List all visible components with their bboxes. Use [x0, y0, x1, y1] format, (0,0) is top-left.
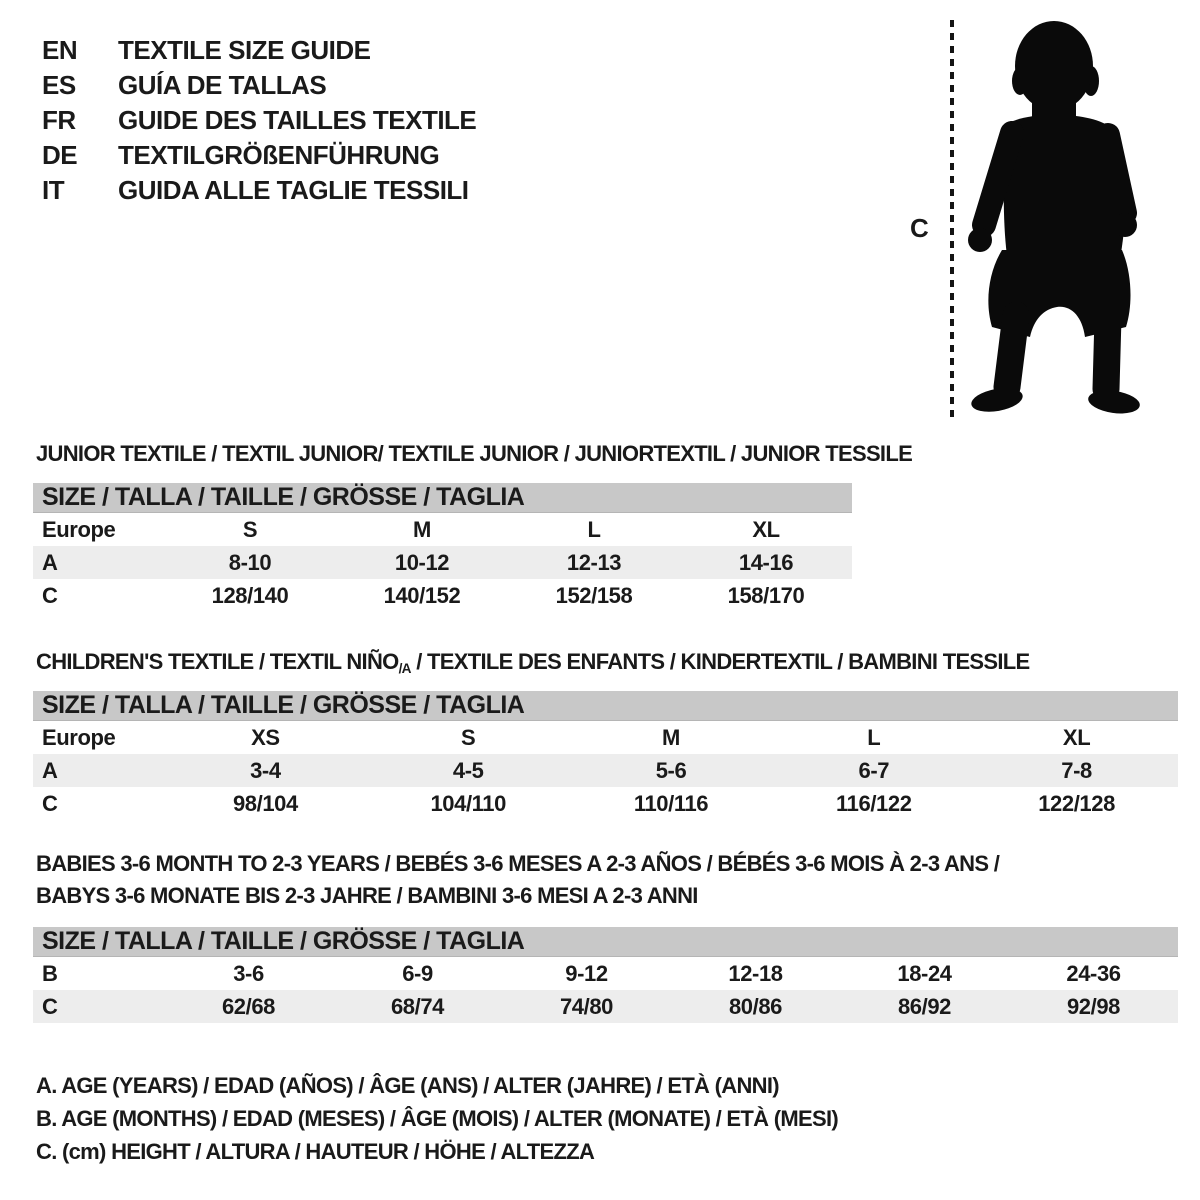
- language-code: EN: [42, 35, 78, 65]
- right-leg: [1106, 317, 1108, 389]
- size-table-header: SIZE / TALLA / TAILLE / GRÖSSE / TAGLIA: [33, 927, 1178, 957]
- size-cell: 12-13: [566, 549, 622, 575]
- row-label: B: [42, 960, 58, 986]
- language-code: DE: [42, 140, 78, 170]
- row-label: A: [42, 549, 58, 575]
- children-title-prefix: CHILDREN'S TEXTILE / TEXTIL NIÑO: [36, 649, 399, 674]
- size-cell: 62/68: [221, 993, 276, 1019]
- size-cell: 14-16: [738, 549, 794, 575]
- row-label: C: [42, 993, 58, 1019]
- legend-line-age-months: B. AGE (MONTHS) / EDAD (MESES) / ÂGE (MOIS) / ALTER (MONATE) / ETÀ (MESI): [36, 1105, 838, 1131]
- size-cell: XL: [752, 516, 780, 542]
- row-label: C: [42, 790, 58, 816]
- size-cell: 128/140: [211, 582, 289, 608]
- size-cell: 140/152: [383, 582, 461, 608]
- language-row: [42, 33, 476, 68]
- size-cell: 152/158: [555, 582, 633, 608]
- size-table-header: SIZE / TALLA / TAILLE / GRÖSSE / TAGLIA: [33, 691, 1178, 721]
- size-cell: XL: [1062, 724, 1091, 750]
- table-row: [33, 513, 852, 546]
- size-cell: 104/110: [430, 790, 506, 816]
- children-section-title: [36, 646, 1030, 685]
- children-title-sub: /A: [398, 660, 411, 676]
- size-cell: S: [242, 516, 258, 542]
- size-cell: 68/74: [390, 993, 445, 1019]
- size-cell: 8-10: [228, 549, 272, 575]
- size-cell: 86/92: [897, 993, 952, 1019]
- language-code: ES: [42, 70, 76, 100]
- table-row: [33, 721, 1178, 754]
- size-cell: 110/116: [633, 790, 709, 816]
- left-hand: [968, 228, 992, 252]
- size-cell: 7-8: [1061, 757, 1092, 783]
- junior-title-text: JUNIOR TEXTILE / TEXTIL JUNIOR/ TEXTILE JUNIOR / JUNIORTEXTIL / JUNIOR TESSILE: [36, 441, 913, 466]
- toddler-silhouette: [940, 15, 1150, 425]
- size-table-header: SIZE / TALLA / TAILLE / GRÖSSE / TAGLIA: [33, 483, 852, 513]
- junior-size-table: [33, 483, 852, 612]
- left-leg: [1007, 315, 1016, 387]
- size-cell: 6-7: [858, 757, 890, 783]
- size-cell: 80/86: [728, 993, 783, 1019]
- language-title: GUIDE DES TAILLES TEXTILE: [118, 105, 477, 135]
- table-row: [33, 957, 1178, 990]
- size-cell: 24-36: [1066, 960, 1121, 986]
- babies-section-title: [36, 848, 999, 912]
- language-title: TEXTILE SIZE GUIDE: [118, 35, 371, 65]
- language-row: [42, 138, 476, 173]
- language-header: [42, 33, 476, 208]
- children-title-suffix: / TEXTILE DES ENFANTS / KINDERTEXTIL / BAMBINI TESSILE: [410, 649, 1030, 674]
- size-cell: 116/122: [836, 790, 912, 816]
- language-title: GUIDA ALLE TAGLIE TESSILI: [118, 175, 469, 205]
- language-title: TEXTILGRÖßENFÜHRUNG: [118, 140, 440, 170]
- legend-line-height: C. (cm) HEIGHT / ALTURA / HAUTEUR / HÖHE / ALTEZZA: [36, 1138, 595, 1164]
- size-cell: 4-5: [452, 757, 484, 783]
- table-row: [33, 787, 1178, 820]
- size-cell: M: [662, 724, 680, 750]
- size-cell: M: [413, 516, 431, 542]
- junior-section-title: [36, 438, 912, 470]
- babies-title-line2: BABYS 3-6 MONATE BIS 2-3 JAHRE / BAMBINI 3-6 MESI A 2-3 ANNI: [36, 883, 698, 908]
- babies-size-table: [33, 927, 1178, 1023]
- size-cell: L: [867, 724, 881, 750]
- size-cell: 92/98: [1066, 993, 1121, 1019]
- language-code: FR: [42, 105, 76, 135]
- right-arm: [1108, 135, 1125, 213]
- table-row: [33, 990, 1178, 1023]
- row-label: Europe: [42, 516, 116, 542]
- row-label: Europe: [42, 724, 116, 750]
- height-measure-label: C: [910, 213, 929, 243]
- legend: [36, 1069, 838, 1168]
- toddler-body: [968, 21, 1141, 417]
- size-cell: XS: [251, 724, 280, 750]
- table-row: [33, 579, 852, 612]
- row-label: A: [42, 757, 58, 783]
- size-cell: 3-6: [233, 960, 264, 986]
- size-cell: L: [587, 516, 601, 542]
- children-size-table: [33, 691, 1178, 820]
- head: [1015, 21, 1093, 111]
- size-cell: 18-24: [897, 960, 952, 986]
- table-row: [33, 546, 852, 579]
- size-cell: 74/80: [559, 993, 614, 1019]
- size-cell: S: [461, 724, 476, 750]
- size-cell: 3-4: [250, 757, 281, 783]
- legend-line-age-years: A. AGE (YEARS) / EDAD (AÑOS) / ÂGE (ANS) / ALTER (JAHRE) / ETÀ (ANNI): [36, 1072, 779, 1098]
- size-cell: 12-18: [728, 960, 783, 986]
- language-row: [42, 173, 476, 208]
- size-cell: 9-12: [565, 960, 608, 986]
- size-cell: 6-9: [402, 960, 433, 986]
- size-cell: 98/104: [232, 790, 298, 816]
- babies-title-line1: BABIES 3-6 MONTH TO 2-3 YEARS / BEBÉS 3-6 MESES A 2-3 AÑOS / BÉBÉS 3-6 MOIS À 2-3 ANS /: [36, 851, 1000, 876]
- table-row: [33, 754, 1178, 787]
- right-hand: [1113, 213, 1137, 237]
- size-cell: 158/170: [727, 582, 805, 608]
- size-cell: 5-6: [655, 757, 687, 783]
- language-code: IT: [42, 175, 65, 205]
- row-label: C: [42, 582, 58, 608]
- language-row: [42, 68, 476, 103]
- language-title: GUÍA DE TALLAS: [118, 70, 327, 100]
- language-row: [42, 103, 476, 138]
- size-cell: 122/128: [1038, 790, 1115, 816]
- size-cell: 10-12: [394, 549, 450, 575]
